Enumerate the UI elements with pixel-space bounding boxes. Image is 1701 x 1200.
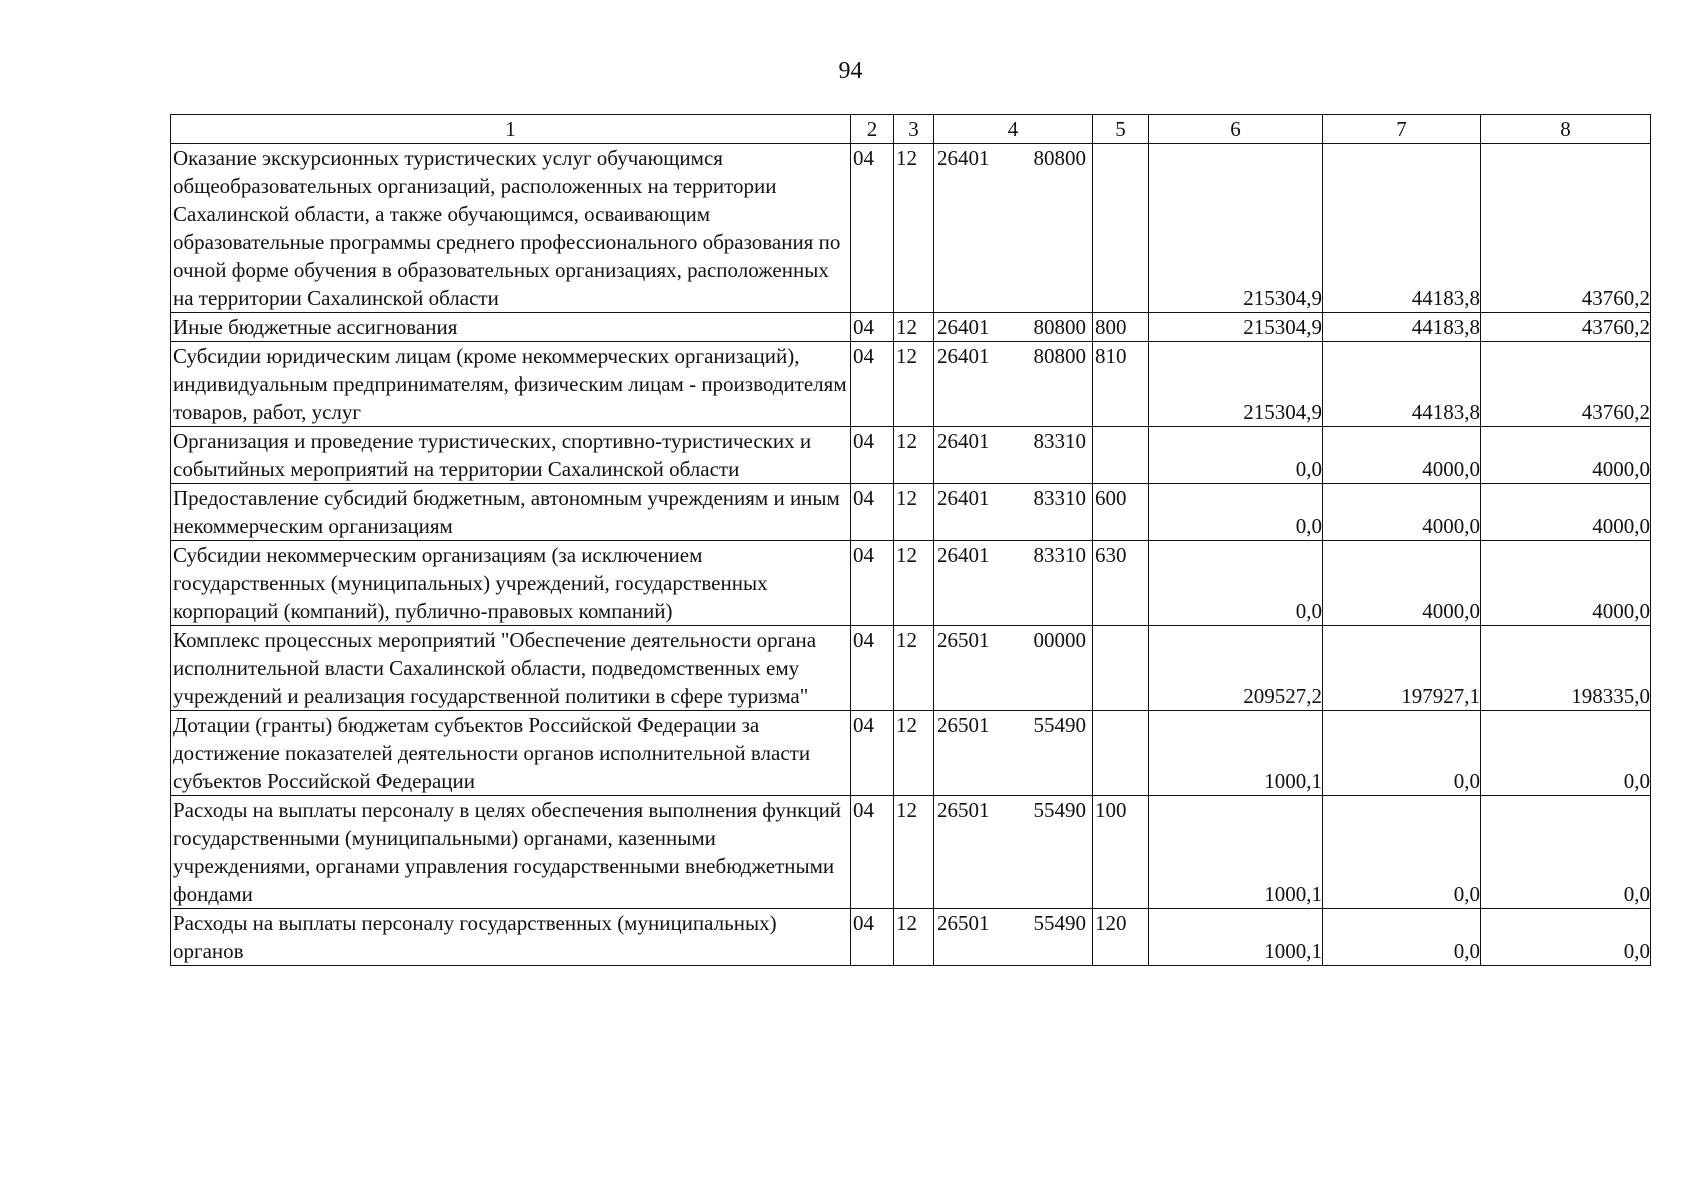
target-article-part-1: 26401	[937, 344, 990, 368]
amount-col-8: 4000,0	[1481, 427, 1651, 484]
row-name: Дотации (гранты) бюджетам субъектов Российской Федерации за достижение показателей деятельности органов исполнительной власти субъектов Российской Федерации	[171, 711, 851, 796]
table-row	[171, 313, 1651, 342]
amount-col-6: 1000,1	[1149, 796, 1323, 909]
amount-col-6: 209527,2	[1149, 626, 1323, 711]
amount-col-6: 1000,1	[1149, 711, 1323, 796]
target-article-code	[934, 711, 1093, 796]
amount-col-6: 0,0	[1149, 484, 1323, 541]
subsection-code: 12	[894, 144, 934, 313]
target-article-part-2: 80800	[1033, 146, 1086, 170]
target-article-part-2: 55490	[1033, 911, 1086, 935]
section-code: 04	[851, 427, 894, 484]
amount-col-8: 0,0	[1481, 711, 1651, 796]
subsection-code: 12	[894, 626, 934, 711]
target-article-part-2: 83310	[1033, 429, 1086, 453]
expense-type-code	[1093, 427, 1149, 484]
amount-col-7: 4000,0	[1323, 427, 1481, 484]
target-article-code	[934, 626, 1093, 711]
section-code: 04	[851, 144, 894, 313]
section-code: 04	[851, 711, 894, 796]
target-article-code	[934, 484, 1093, 541]
target-article-code	[934, 909, 1093, 966]
amount-col-6: 215304,9	[1149, 342, 1323, 427]
budget-table	[170, 114, 1651, 966]
column-header-2: 2	[851, 115, 894, 144]
amount-col-6: 0,0	[1149, 541, 1323, 626]
target-article-part-1: 26401	[937, 146, 990, 170]
subsection-code: 12	[894, 427, 934, 484]
amount-col-8: 43760,2	[1481, 313, 1651, 342]
table-row	[171, 541, 1651, 626]
row-name: Субсидии некоммерческим организациям (за исключением государственных (муниципальных) учреждений, государственных корпораций (компаний), публично-правовых компаний)	[171, 541, 851, 626]
amount-col-7: 0,0	[1323, 796, 1481, 909]
row-name: Расходы на выплаты персоналу государственных (муниципальных) органов	[171, 909, 851, 966]
target-article-part-2: 55490	[1033, 713, 1086, 737]
target-article-part-2: 80800	[1033, 344, 1086, 368]
row-name: Организация и проведение туристических, спортивно-туристических и событийных мероприятий на территории Сахалинской области	[171, 427, 851, 484]
subsection-code: 12	[894, 796, 934, 909]
target-article-part-1: 26501	[937, 713, 990, 737]
amount-col-7: 197927,1	[1323, 626, 1481, 711]
target-article-part-1: 26401	[937, 486, 990, 510]
amount-col-7: 4000,0	[1323, 484, 1481, 541]
expense-type-code: 810	[1093, 342, 1149, 427]
section-code: 04	[851, 342, 894, 427]
expense-type-code	[1093, 711, 1149, 796]
column-header-6: 6	[1149, 115, 1323, 144]
target-article-part-1: 26501	[937, 798, 990, 822]
subsection-code: 12	[894, 342, 934, 427]
amount-col-6: 1000,1	[1149, 909, 1323, 966]
expense-type-code: 630	[1093, 541, 1149, 626]
amount-col-8: 198335,0	[1481, 626, 1651, 711]
amount-col-7: 4000,0	[1323, 541, 1481, 626]
column-header-8: 8	[1481, 115, 1651, 144]
subsection-code: 12	[894, 909, 934, 966]
table-header-row	[171, 115, 1651, 144]
row-name: Субсидии юридическим лицам (кроме некоммерческих организаций), индивидуальным предпринимателям, физическим лицам - производителям товаров, работ, услуг	[171, 342, 851, 427]
amount-col-7: 44183,8	[1323, 144, 1481, 313]
section-code: 04	[851, 313, 894, 342]
expense-type-code: 100	[1093, 796, 1149, 909]
target-article-part-2: 00000	[1033, 628, 1086, 652]
amount-col-8: 4000,0	[1481, 484, 1651, 541]
amount-col-6: 215304,9	[1149, 144, 1323, 313]
amount-col-8: 43760,2	[1481, 144, 1651, 313]
column-header-1: 1	[171, 115, 851, 144]
target-article-code	[934, 427, 1093, 484]
section-code: 04	[851, 796, 894, 909]
amount-col-8: 0,0	[1481, 909, 1651, 966]
amount-col-8: 4000,0	[1481, 541, 1651, 626]
row-name: Предоставление субсидий бюджетным, автономным учреждениям и иным некоммерческим организациям	[171, 484, 851, 541]
target-article-code	[934, 313, 1093, 342]
target-article-part-2: 83310	[1033, 486, 1086, 510]
target-article-part-1: 26501	[937, 911, 990, 935]
table-row	[171, 626, 1651, 711]
target-article-part-2: 80800	[1033, 315, 1086, 339]
target-article-part-2: 55490	[1033, 798, 1086, 822]
target-article-code	[934, 541, 1093, 626]
amount-col-6: 0,0	[1149, 427, 1323, 484]
target-article-part-1: 26401	[937, 315, 990, 339]
subsection-code: 12	[894, 541, 934, 626]
amount-col-7: 0,0	[1323, 909, 1481, 966]
table-row	[171, 144, 1651, 313]
row-name: Иные бюджетные ассигнования	[171, 313, 851, 342]
subsection-code: 12	[894, 484, 934, 541]
expense-type-code: 120	[1093, 909, 1149, 966]
section-code: 04	[851, 626, 894, 711]
row-name: Оказание экскурсионных туристических услуг обучающимся общеобразовательных организаций, расположенных на территории Сахалинской области, а также обучающимся, осваивающим образовательные программы среднего профессионального образования по очной форме обучения в образовательных организациях, расположенных на территории Сахалинской области	[171, 144, 851, 313]
amount-col-6: 215304,9	[1149, 313, 1323, 342]
section-code: 04	[851, 541, 894, 626]
column-header-5: 5	[1093, 115, 1149, 144]
target-article-part-2: 83310	[1033, 543, 1086, 567]
expense-type-code: 800	[1093, 313, 1149, 342]
table-row	[171, 909, 1651, 966]
table-row	[171, 711, 1651, 796]
expense-type-code	[1093, 144, 1149, 313]
expense-type-code	[1093, 626, 1149, 711]
subsection-code: 12	[894, 711, 934, 796]
section-code: 04	[851, 484, 894, 541]
target-article-code	[934, 342, 1093, 427]
section-code: 04	[851, 909, 894, 966]
target-article-part-1: 26501	[937, 628, 990, 652]
table-row	[171, 427, 1651, 484]
amount-col-8: 43760,2	[1481, 342, 1651, 427]
table-row	[171, 342, 1651, 427]
subsection-code: 12	[894, 313, 934, 342]
expense-type-code: 600	[1093, 484, 1149, 541]
target-article-code	[934, 144, 1093, 313]
row-name: Расходы на выплаты персоналу в целях обеспечения выполнения функций государственными (муниципальными) органами, казенными учреждениями, органами управления государственными внебюджетными фондами	[171, 796, 851, 909]
row-name: Комплекс процессных мероприятий "Обеспечение деятельности органа исполнительной власти Сахалинской области, подведомственных ему учреждений и реализация государственной политики в сфере туризма"	[171, 626, 851, 711]
target-article-part-1: 26401	[937, 543, 990, 567]
target-article-code	[934, 796, 1093, 909]
table-row	[171, 796, 1651, 909]
amount-col-8: 0,0	[1481, 796, 1651, 909]
target-article-part-1: 26401	[937, 429, 990, 453]
table-row	[171, 484, 1651, 541]
amount-col-7: 0,0	[1323, 711, 1481, 796]
column-header-4: 4	[934, 115, 1093, 144]
column-header-3: 3	[894, 115, 934, 144]
page-number: 94	[838, 58, 863, 84]
amount-col-7: 44183,8	[1323, 342, 1481, 427]
amount-col-7: 44183,8	[1323, 313, 1481, 342]
column-header-7: 7	[1323, 115, 1481, 144]
